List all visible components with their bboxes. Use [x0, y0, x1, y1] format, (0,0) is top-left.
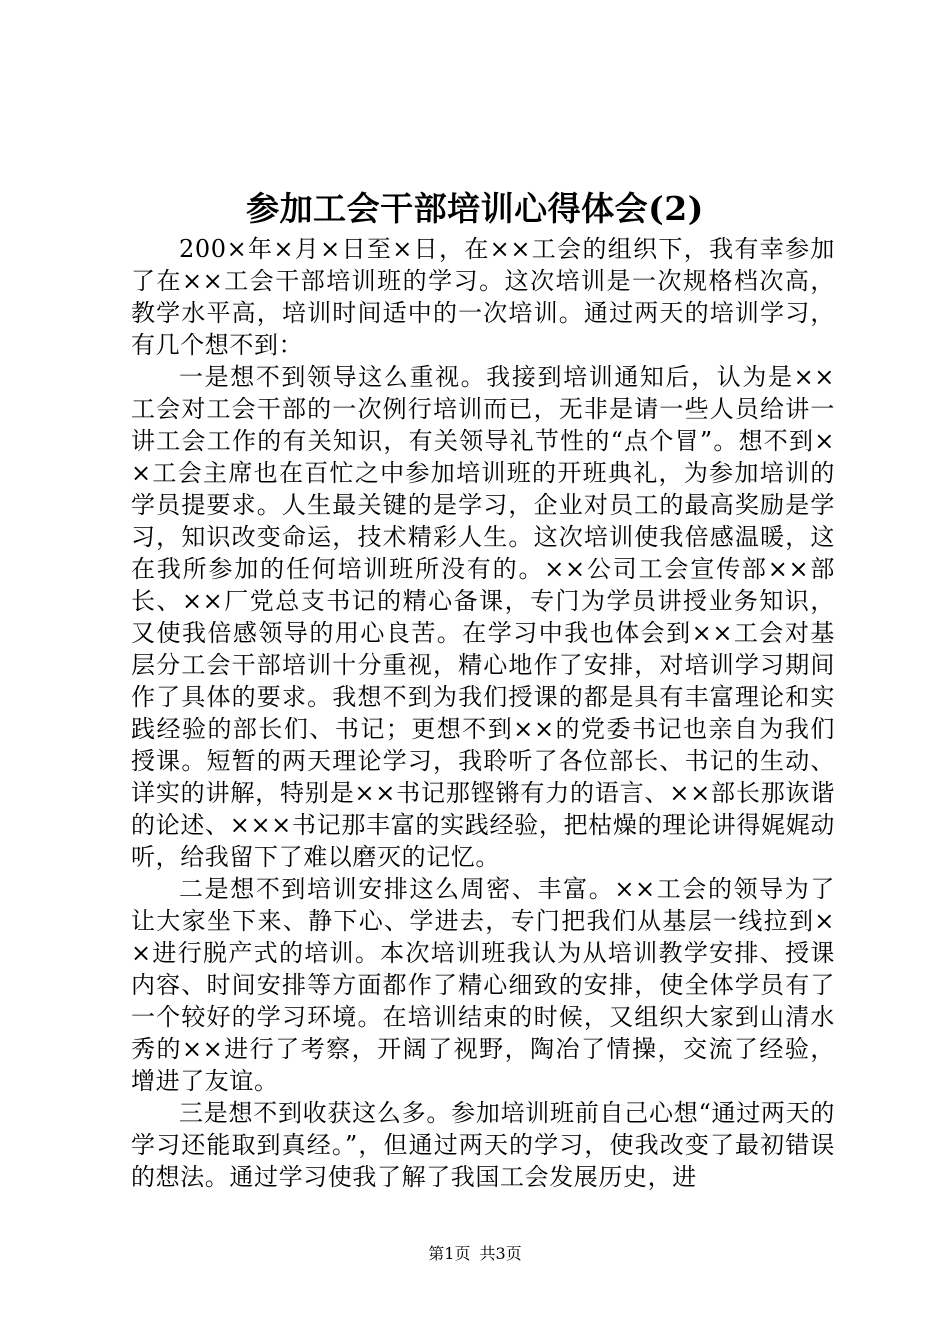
- document-title: 参加工会干部培训心得体会(2): [246, 189, 704, 228]
- page-number: 第1页: [428, 1244, 471, 1263]
- paragraph-point-one: 一是想不到领导这么重视。我接到培训通知后，认为是××工会对工会干部的一次例行培训而已，无非是请一些人员给讲一讲工会工作的有关知识，有关领导礼节性的“点个冒”。想不到××工会主席也在百忙之中参加培训班的开班典礼，为参加培训的学员提要求。人生最关键的是学习，企业对员工的最高奖励是学习，知识改变命运，技术精彩人生。这次培训使我倍感温暖，这在我所参加的任何培训班所没有的。××公司工会宣传部××部长、××厂党总支书记的精心备课，专门为学员讲授业务知识，又使我倍感领导的用心良苦。在学习中我也体会到××工会对基层分工会干部培训十分重视，精心地作了安排，对培训学习期间作了具体的要求。我想不到为我们授课的都是具有丰富理论和实践经验的部长们、书记；更想不到××的党委书记也亲自为我们授课。短暂的两天理论学习，我聆听了各位部长、书记的生动、详实的讲解，特别是××书记那铿锵有力的语言、××部长那诙谐的论述、×××书记那丰富的实践经验，把枯燥的理论讲得娓娓动听，给我留下了难以磨灭的记忆。: [131, 363, 835, 871]
- paragraph-intro: 200×年×月×日至×日，在××工会的组织下，我有幸参加了在××工会干部培训班的学习。这次培训是一次规格档次高，教学水平高，培训时间适中的一次培训。通过两天的培训学习，有几个想不到：: [131, 235, 835, 359]
- page-footer: [0, 1243, 950, 1265]
- paragraph-point-three: 三是想不到收获这么多。参加培训班前自己心想“通过两天的学习还能取到真经。”，但通过两天的学习，使我改变了最初错误的想法。通过学习使我了解了我国工会发展历史，进: [131, 1099, 835, 1191]
- page-total: 共3页: [479, 1244, 522, 1263]
- document-body: [131, 233, 835, 1193]
- paragraph-point-two: 二是想不到培训安排这么周密、丰富。××工会的领导为了让大家坐下来、静下心、学进去，专门把我们从基层一线拉到××进行脱产式的培训。本次培训班我认为从培训教学安排、授课内容、时间安排等方面都作了精心细致的安排，使全体学员有了一个较好的学习环境。在培训结束的时候，又组织大家到山清水秀的××进行了考察，开阔了视野，陶冶了情操，交流了经验，增进了友谊。: [131, 875, 835, 1095]
